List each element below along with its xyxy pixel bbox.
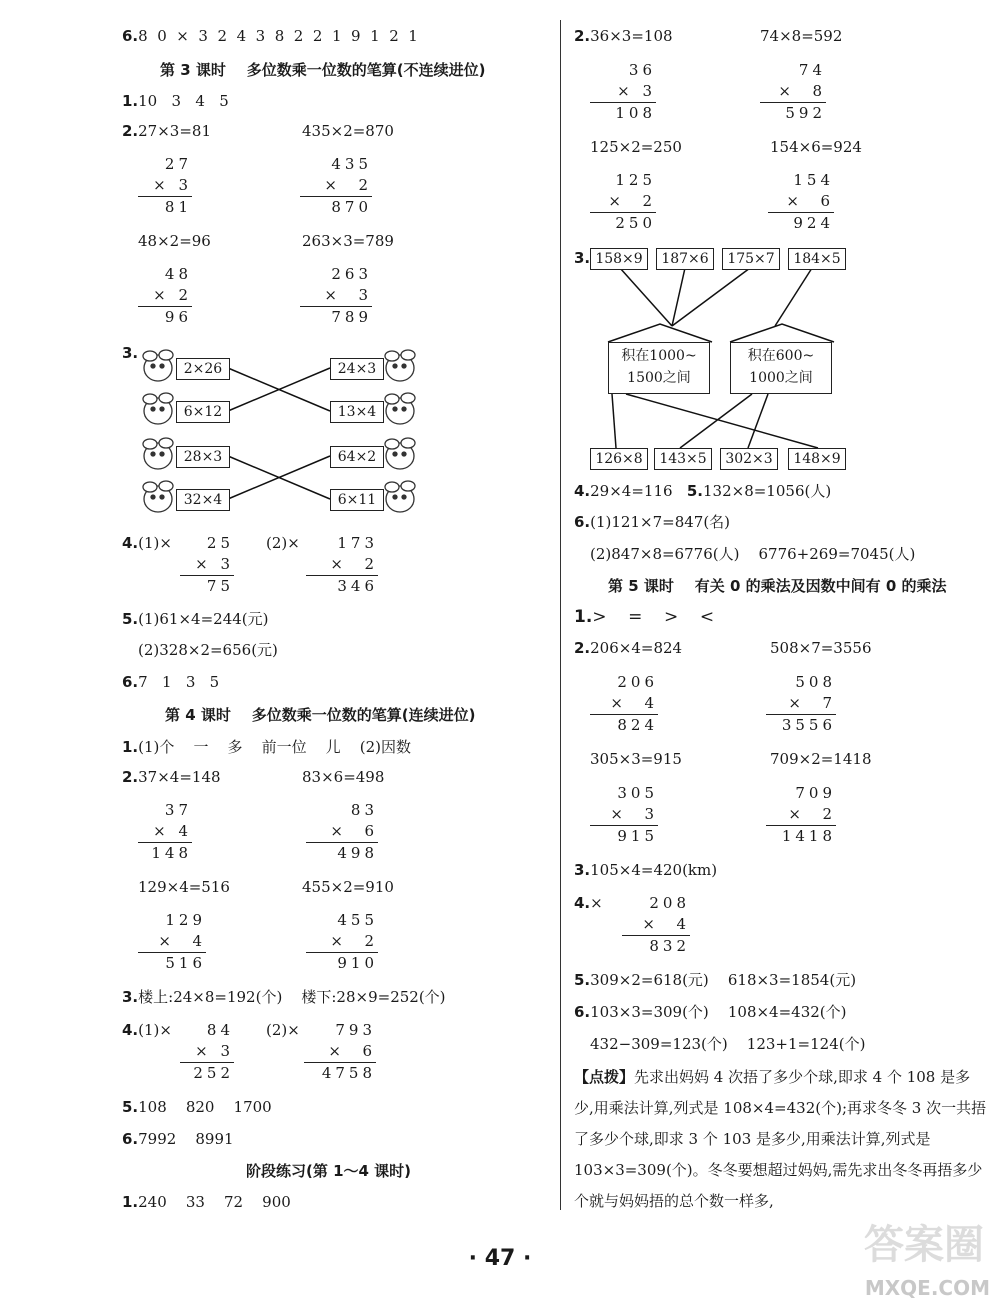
l3-q4-p1: 4.(1)× xyxy=(122,534,172,552)
bee-icon xyxy=(385,393,415,424)
l3-q2-eq4: 263×3=789 xyxy=(302,232,394,250)
l3-vertical-1: 27 × 3 81 xyxy=(138,154,192,218)
r-q2-eq4: 154×6=924 xyxy=(770,138,862,156)
l3-q5-line1: 5.(1)61×4=244(元) xyxy=(122,610,269,628)
bee-icon xyxy=(143,393,173,424)
watermark-logo: 答案圈 xyxy=(864,1222,984,1268)
house-top-1: 158×9 xyxy=(590,248,648,270)
page-number: · 47 · xyxy=(468,1246,532,1271)
house-1: 积在1000~ 1500之间 xyxy=(608,342,710,394)
l5-q1: 1.> = > < xyxy=(574,607,715,627)
l3-q5-line2: (2)328×2=656(元) xyxy=(138,641,278,659)
l3-q2-eq1: 2.27×3=81 xyxy=(122,122,211,140)
l4-q2-eq4: 455×2=910 xyxy=(302,878,394,896)
l5-q2-eq3: 305×3=915 xyxy=(590,750,682,768)
l4-q2-eq3: 129×4=516 xyxy=(138,878,230,896)
l4-q3: 3.楼上:24×8=192(个) 楼下:28×9=252(个) xyxy=(122,988,446,1006)
l5-vertical-3: 305 × 3 915 xyxy=(590,783,658,847)
lesson4-title: 第 4 课时 多位数乘一位数的笔算(连续进位) xyxy=(165,706,476,724)
bee-icon xyxy=(143,481,173,512)
l5-q6-line1: 6.103×3=309(个) 108×4=432(个) xyxy=(574,1003,847,1021)
q6-top: 6.8 0 × 3 2 4 3 8 2 2 1 9 1 2 1 xyxy=(122,27,418,45)
r-q2-eq2: 74×8=592 xyxy=(760,27,843,45)
lesson5-title: 第 5 课时 有关 0 的乘法及因数中间有 0 的乘法 xyxy=(608,577,947,595)
l3-q2-eq3: 48×2=96 xyxy=(138,232,211,250)
match-left-4: 32×4 xyxy=(176,489,230,511)
house-top-3: 175×7 xyxy=(722,248,780,270)
r-q6-line1: 6.(1)121×7=847(名) xyxy=(574,513,731,531)
l5-q2-eq4: 709×2=1418 xyxy=(770,750,872,768)
l4-q2-eq2: 83×6=498 xyxy=(302,768,385,786)
r-vertical-1: 36 × 3 108 xyxy=(590,60,656,124)
house-bottom-1: 126×8 xyxy=(590,448,648,470)
bee-icons-right xyxy=(385,350,415,512)
l3-vertical-3: 48 × 2 96 xyxy=(138,264,192,328)
l5-q4-vertical: 208 × 4 832 xyxy=(622,893,690,957)
l3-q4-vertical-2: 173 × 2 346 xyxy=(306,533,378,597)
house-top-2: 187×6 xyxy=(656,248,714,270)
tip-paragraph: 【点拨】先求出妈妈 4 次捂了多少个球,即求 4 个 108 是多少,用乘法计算,列式是 108×4=432(个);再求冬冬 3 次一共捂了多少个球,即求 3 个 103 是多少,用乘法计算,列式是 103×3=309(个)。冬冬要想超过妈妈,需先求出冬冬再捂多少个就与妈妈捂的总个数一样多, xyxy=(574,1068,987,1210)
l3-q4-vertical-1: 25 × 3 75 xyxy=(180,533,234,597)
l3-q2-eq2: 435×2=870 xyxy=(302,122,394,140)
l4-vertical-4: 455 × 2 910 xyxy=(306,910,378,974)
l4-q2-eq1: 2.37×4=148 xyxy=(122,768,221,786)
l3-vertical-2: 435 × 2 870 xyxy=(300,154,372,218)
l3-vertical-4: 263 × 3 789 xyxy=(300,264,372,328)
l4-q1: 1.(1)个 一 多 前一位 儿 (2)因数 xyxy=(122,738,411,756)
r-q3-num: 3. xyxy=(574,249,591,267)
st-q1: 1.240 33 72 900 xyxy=(122,1193,291,1211)
l5-q6-line2: 432−309=123(个) 123+1=124(个) xyxy=(590,1035,866,1053)
l3-q1: 1.10 3 4 5 xyxy=(122,92,229,110)
l3-q3-num: 3. xyxy=(122,344,139,362)
l4-q4-vertical-2: 793 × 6 4758 xyxy=(304,1020,376,1084)
l5-q3: 3.105×4=420(km) xyxy=(574,861,718,879)
house-bottom-4: 148×9 xyxy=(788,448,846,470)
bee-icon xyxy=(143,350,173,381)
l5-vertical-2: 508 × 7 3556 xyxy=(766,672,836,736)
l5-q5: 5.309×2=618(元) 618×3=1854(元) xyxy=(574,971,857,989)
house-2: 积在600~ 1000之间 xyxy=(730,342,832,394)
l4-q4-p2: (2)× xyxy=(266,1021,300,1039)
l3-q6: 6.7 1 3 5 xyxy=(122,673,220,691)
r-vertical-2: 74 × 8 592 xyxy=(760,60,826,124)
l4-q4-vertical-1: 84 × 3 252 xyxy=(180,1020,234,1084)
watermark-url: MXQE.COM xyxy=(864,1276,990,1300)
house-bottom-3: 302×3 xyxy=(720,448,778,470)
house-bottom-2: 143×5 xyxy=(654,448,712,470)
match-right-3: 64×2 xyxy=(330,446,384,468)
l4-q5: 5.108 820 1700 xyxy=(122,1098,272,1116)
r-q2-eq3: 125×2=250 xyxy=(590,138,682,156)
l4-q4-p1: 4.(1)× xyxy=(122,1021,172,1039)
l4-q6: 6.7992 8991 xyxy=(122,1130,234,1148)
lesson3-title: 第 3 课时 多位数乘一位数的笔算(不连续进位) xyxy=(160,61,486,79)
match-left-2: 6×12 xyxy=(176,401,230,423)
match-right-2: 13×4 xyxy=(330,401,384,423)
l5-q2-eq1: 2.206×4=824 xyxy=(574,639,683,657)
r-vertical-3: 125 × 2 250 xyxy=(590,170,656,234)
l4-vertical-2: 83 × 6 498 xyxy=(306,800,378,864)
l5-q2-eq2: 508×7=3556 xyxy=(770,639,872,657)
match-right-4: 6×11 xyxy=(330,489,384,511)
l5-q4-mark: 4.× xyxy=(574,894,603,912)
l5-vertical-1: 206 × 4 824 xyxy=(590,672,658,736)
r-q6-line2: (2)847×8=6776(人) 6776+269=7045(人) xyxy=(590,545,916,563)
r-q4-q5: 4.29×4=116 5.132×8=1056(人) xyxy=(574,482,832,500)
l3-q4-p2: (2)× xyxy=(266,534,300,552)
r-vertical-4: 154 × 6 924 xyxy=(768,170,834,234)
match-right-1: 24×3 xyxy=(330,358,384,380)
bee-icon xyxy=(143,438,173,469)
l4-vertical-1: 37 × 4 148 xyxy=(138,800,192,864)
r-q2-eq1: 2.36×3=108 xyxy=(574,27,673,45)
bee-icon xyxy=(385,481,415,512)
house-top-4: 184×5 xyxy=(788,248,846,270)
l4-vertical-3: 129 × 4 516 xyxy=(138,910,206,974)
stage-title: 阶段练习(第 1～4 课时) xyxy=(246,1162,412,1180)
l5-vertical-4: 709 × 2 1418 xyxy=(766,783,836,847)
bee-icon xyxy=(385,350,415,381)
bee-icon xyxy=(385,438,415,469)
match-left-1: 2×26 xyxy=(176,358,230,380)
bee-icons-left xyxy=(143,350,173,512)
match-left-3: 28×3 xyxy=(176,446,230,468)
